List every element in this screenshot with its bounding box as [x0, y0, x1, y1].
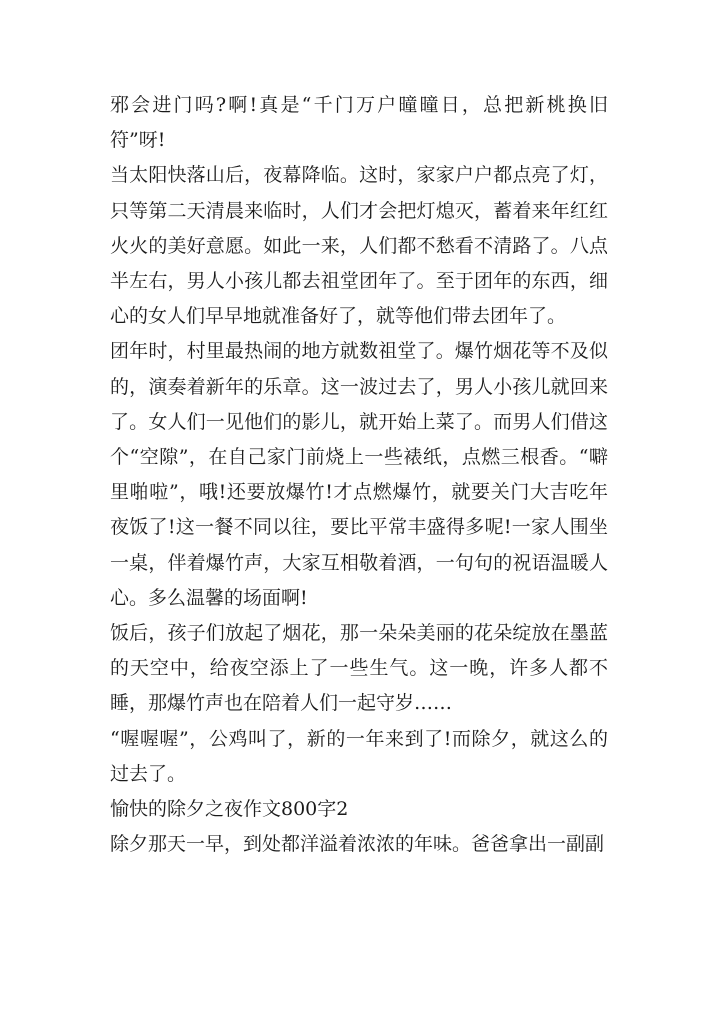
paragraph-3: 团年时，村里最热闹的地方就数祖堂了。爆竹烟花等不及似的，演奏着新年的乐章。这一波过去了，男人小孩儿就回来了。女人们一见他们的影儿，就开始上菜了。而男人们借这个“空隙”，在自己家门前烧上一些裱纸，点燃三根香。“噼里啪啦”，哦!还要放爆竹!才点燃爆竹，就要关门大吉吃年夜饭了!这一餐不同以往，要比平常丰盛得多呢!一家人围坐一桌，伴着爆竹声，大家互相敬着酒，一句句的祝语温暖人心。多么温馨的场面啊!	[110, 340, 608, 609]
paragraph-5: “喔喔喔”，公鸡叫了，新的一年来到了!而除夕，就这么的过去了。	[110, 727, 608, 785]
paragraph-2: 当太阳快落山后，夜幕降临。这时，家家户户都点亮了灯，只等第二天清晨来临时，人们才会把灯熄灭，蓄着来年红红火火的美好意愿。如此一来，人们都不愁看不清路了。八点半左右，男人小孩儿都去祖堂团年了。至于团年的东西，细心的女人们早早地就准备好了，就等他们带去团年了。	[110, 164, 608, 328]
document-body	[110, 88, 608, 862]
paragraph-4: 饭后，孩子们放起了烟花，那一朵朵美丽的花朵绽放在墨蓝的天空中，给夜空添上了一些生气。这一晚，许多人都不睡，那爆竹声也在陪着人们一起守岁……	[110, 622, 608, 715]
paragraph-1: 邪会进门吗?啊!真是“千门万户曈曈日，总把新桃换旧符”呀!	[110, 94, 608, 152]
paragraph-6: 除夕那天一早，到处都洋溢着浓浓的年味。爸爸拿出一副副	[110, 833, 605, 856]
essay-heading: 愉快的除夕之夜作文800字2	[110, 798, 349, 821]
